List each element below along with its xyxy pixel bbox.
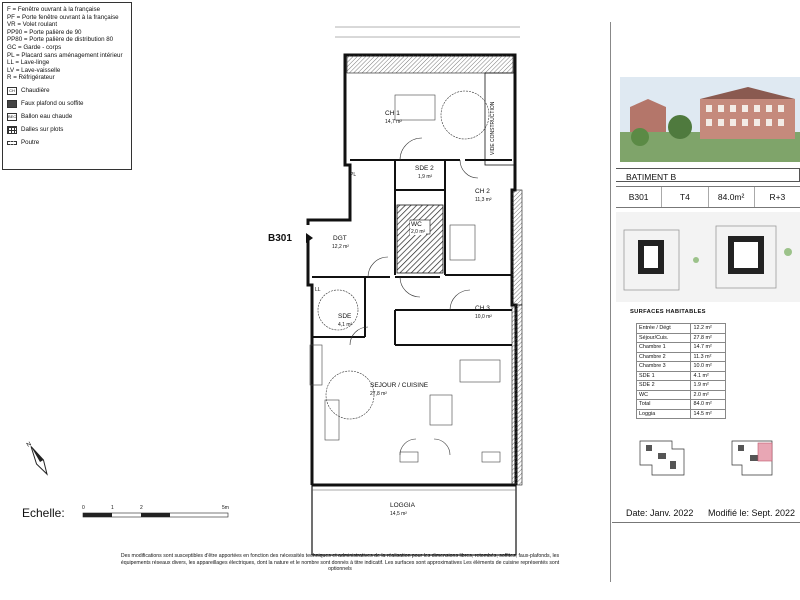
table-cell: Chambre 1	[637, 343, 691, 353]
boiler-symbol: CH	[7, 87, 17, 95]
table-cell: Entrée / Dégt	[637, 324, 691, 334]
closet-label: PL	[350, 172, 357, 178]
room-area-wc: 2,0 m²	[411, 229, 426, 235]
table-row	[637, 352, 726, 362]
legend-line: PL = Placard sans aménagement intérieur	[7, 51, 123, 59]
table-row	[637, 371, 726, 381]
table-row	[637, 333, 726, 343]
room-area-dgt: 12,2 m²	[332, 244, 349, 250]
room-area-ch1: 14,7 m²	[385, 119, 402, 125]
room-name-sde2: SDE 2	[415, 165, 434, 172]
entry-arrow-icon	[306, 233, 313, 243]
legend-box	[2, 2, 132, 170]
table-cell: Chambre 3	[637, 362, 691, 372]
room-name-loggia: LOGGIA	[390, 502, 415, 509]
legend-symbol-label: Dalles sur plots	[21, 126, 64, 134]
room-area-loggia: 14,5 m²	[390, 511, 407, 517]
room-area-ch2: 11,3 m²	[475, 197, 492, 203]
table-cell: 27.8 m²	[691, 333, 726, 343]
table-row	[637, 400, 726, 410]
legend-symbol-row	[7, 113, 127, 121]
svg-text:N: N	[25, 441, 33, 449]
unit-floor: R+3	[754, 187, 800, 207]
unit-area: 84.0m²	[708, 187, 754, 207]
surfaces-table	[636, 323, 726, 419]
scale-tick-label: 2	[140, 505, 143, 511]
water-heater-symbol: BEC	[8, 113, 17, 119]
table-cell: Loggia	[637, 409, 691, 419]
table-cell: 2.0 m²	[691, 390, 726, 400]
room-area-sejour: 27,8 m²	[370, 391, 387, 397]
table-row	[637, 409, 726, 419]
room-area-sde2: 1,9 m²	[418, 174, 433, 180]
legend-symbol-row	[7, 87, 127, 95]
legend-line: VR = Volet roulant	[7, 21, 58, 29]
table-cell: 12.2 m²	[691, 324, 726, 334]
beam-symbol	[7, 141, 17, 145]
legend-line: GC = Garde - corps	[7, 43, 62, 51]
legend-symbol-label: Faux plafond ou soffite	[21, 100, 84, 108]
scale-label: Echelle:	[22, 506, 65, 520]
floor-plan	[250, 15, 565, 560]
legend-symbol-row	[7, 126, 127, 134]
unit-ref: B301	[628, 192, 649, 202]
table-cell: 11.3 m²	[691, 352, 726, 362]
room-name-ch1: CH 1	[385, 110, 400, 117]
date-label: Date: Janv. 2022	[626, 508, 694, 518]
legend-line: PF = Porte fenêtre ouvrant à la française	[7, 13, 119, 21]
false-ceiling-symbol	[7, 100, 17, 108]
legend-symbol-label: Ballon eau chaude	[21, 113, 73, 121]
floor-plan-drawing	[250, 15, 565, 560]
room-name-ch2: CH 2	[475, 188, 490, 195]
surfaces-title: SURFACES HABITABLES	[630, 309, 706, 315]
void-label: VIDE CONSTRUCTION	[490, 101, 496, 155]
legend-symbol-row	[7, 139, 127, 147]
scale-tick-label: 5m	[222, 505, 229, 511]
table-cell: Chambre 2	[637, 352, 691, 362]
legend-symbol-label: Chaudière	[21, 87, 50, 95]
unit-type: T4	[661, 187, 707, 207]
legend-line: LV = Lave-vaisselle	[7, 66, 61, 74]
room-name-dgt: DGT	[333, 235, 347, 242]
table-row	[637, 362, 726, 372]
room-name-wc: WC	[411, 221, 422, 228]
legend-line: LL = Lave-linge	[7, 59, 50, 67]
scale-bar	[82, 505, 232, 523]
key-plan-image	[632, 435, 792, 483]
legend-line: PP90 = Porte palière de 90	[7, 28, 82, 36]
table-cell: 14.7 m²	[691, 343, 726, 353]
compass-icon	[18, 440, 68, 480]
table-row	[637, 343, 726, 353]
table-row	[637, 324, 726, 334]
table-cell: 10.0 m²	[691, 362, 726, 372]
paving-symbol	[7, 126, 17, 134]
laundry-label: LL	[315, 287, 321, 293]
divider	[612, 522, 800, 523]
table-row	[637, 390, 726, 400]
room-area-ch3: 10,0 m²	[475, 314, 492, 320]
building-title: BATIMENT B	[616, 168, 800, 182]
modified-label: Modifié le: Sept. 2022	[708, 508, 796, 518]
legend-symbol-label: Poutre	[21, 138, 40, 146]
legend-line: F = Fenêtre ouvrant à la française	[7, 6, 101, 13]
room-name-sde: SDE	[338, 313, 352, 320]
room-name-sejour: SEJOUR / CUISINE	[370, 382, 429, 389]
table-cell: Total	[637, 400, 691, 410]
table-cell: 1.9 m²	[691, 381, 726, 391]
unit-info-row	[616, 186, 800, 208]
site-plan-image	[616, 212, 800, 302]
room-area-sde: 4,1 m²	[338, 322, 353, 328]
unit-id-label: B301	[268, 233, 292, 244]
table-cell: Séjour/Cuis.	[637, 333, 691, 343]
room-name-ch3: CH 3	[475, 305, 490, 312]
legend-symbol-row	[7, 100, 127, 108]
scale-tick-label: 1	[111, 505, 114, 511]
disclaimer-text: Des modifications sont susceptibles d'être apportées en fonction des nécessités techniques et administratives de la réalisation pour les dimensions libres, retombés, soffites, faux-plafonds, les équipements réseaux divers, les appareillages électriques, dont la nature et le nombre sont donnés à titre indicatif. Les surfaces sont approximatives Les éléments de cuisine représentés sont optionnels	[120, 553, 560, 573]
legend-line: R = Réfrigérateur	[7, 74, 55, 82]
table-cell: 4.1 m²	[691, 371, 726, 381]
table-cell: WC	[637, 390, 691, 400]
building-render-image	[620, 77, 800, 162]
table-cell: 14.5 m²	[691, 409, 726, 419]
table-row	[637, 381, 726, 391]
table-cell: SDE 1	[637, 371, 691, 381]
table-cell: 84.0 m²	[691, 400, 726, 410]
legend-line: PP80 = Porte palière de distribution 80	[7, 36, 114, 44]
table-cell: SDE 2	[637, 381, 691, 391]
scale-bar-graphic	[82, 512, 232, 520]
scale-tick-label: 0	[82, 505, 85, 511]
